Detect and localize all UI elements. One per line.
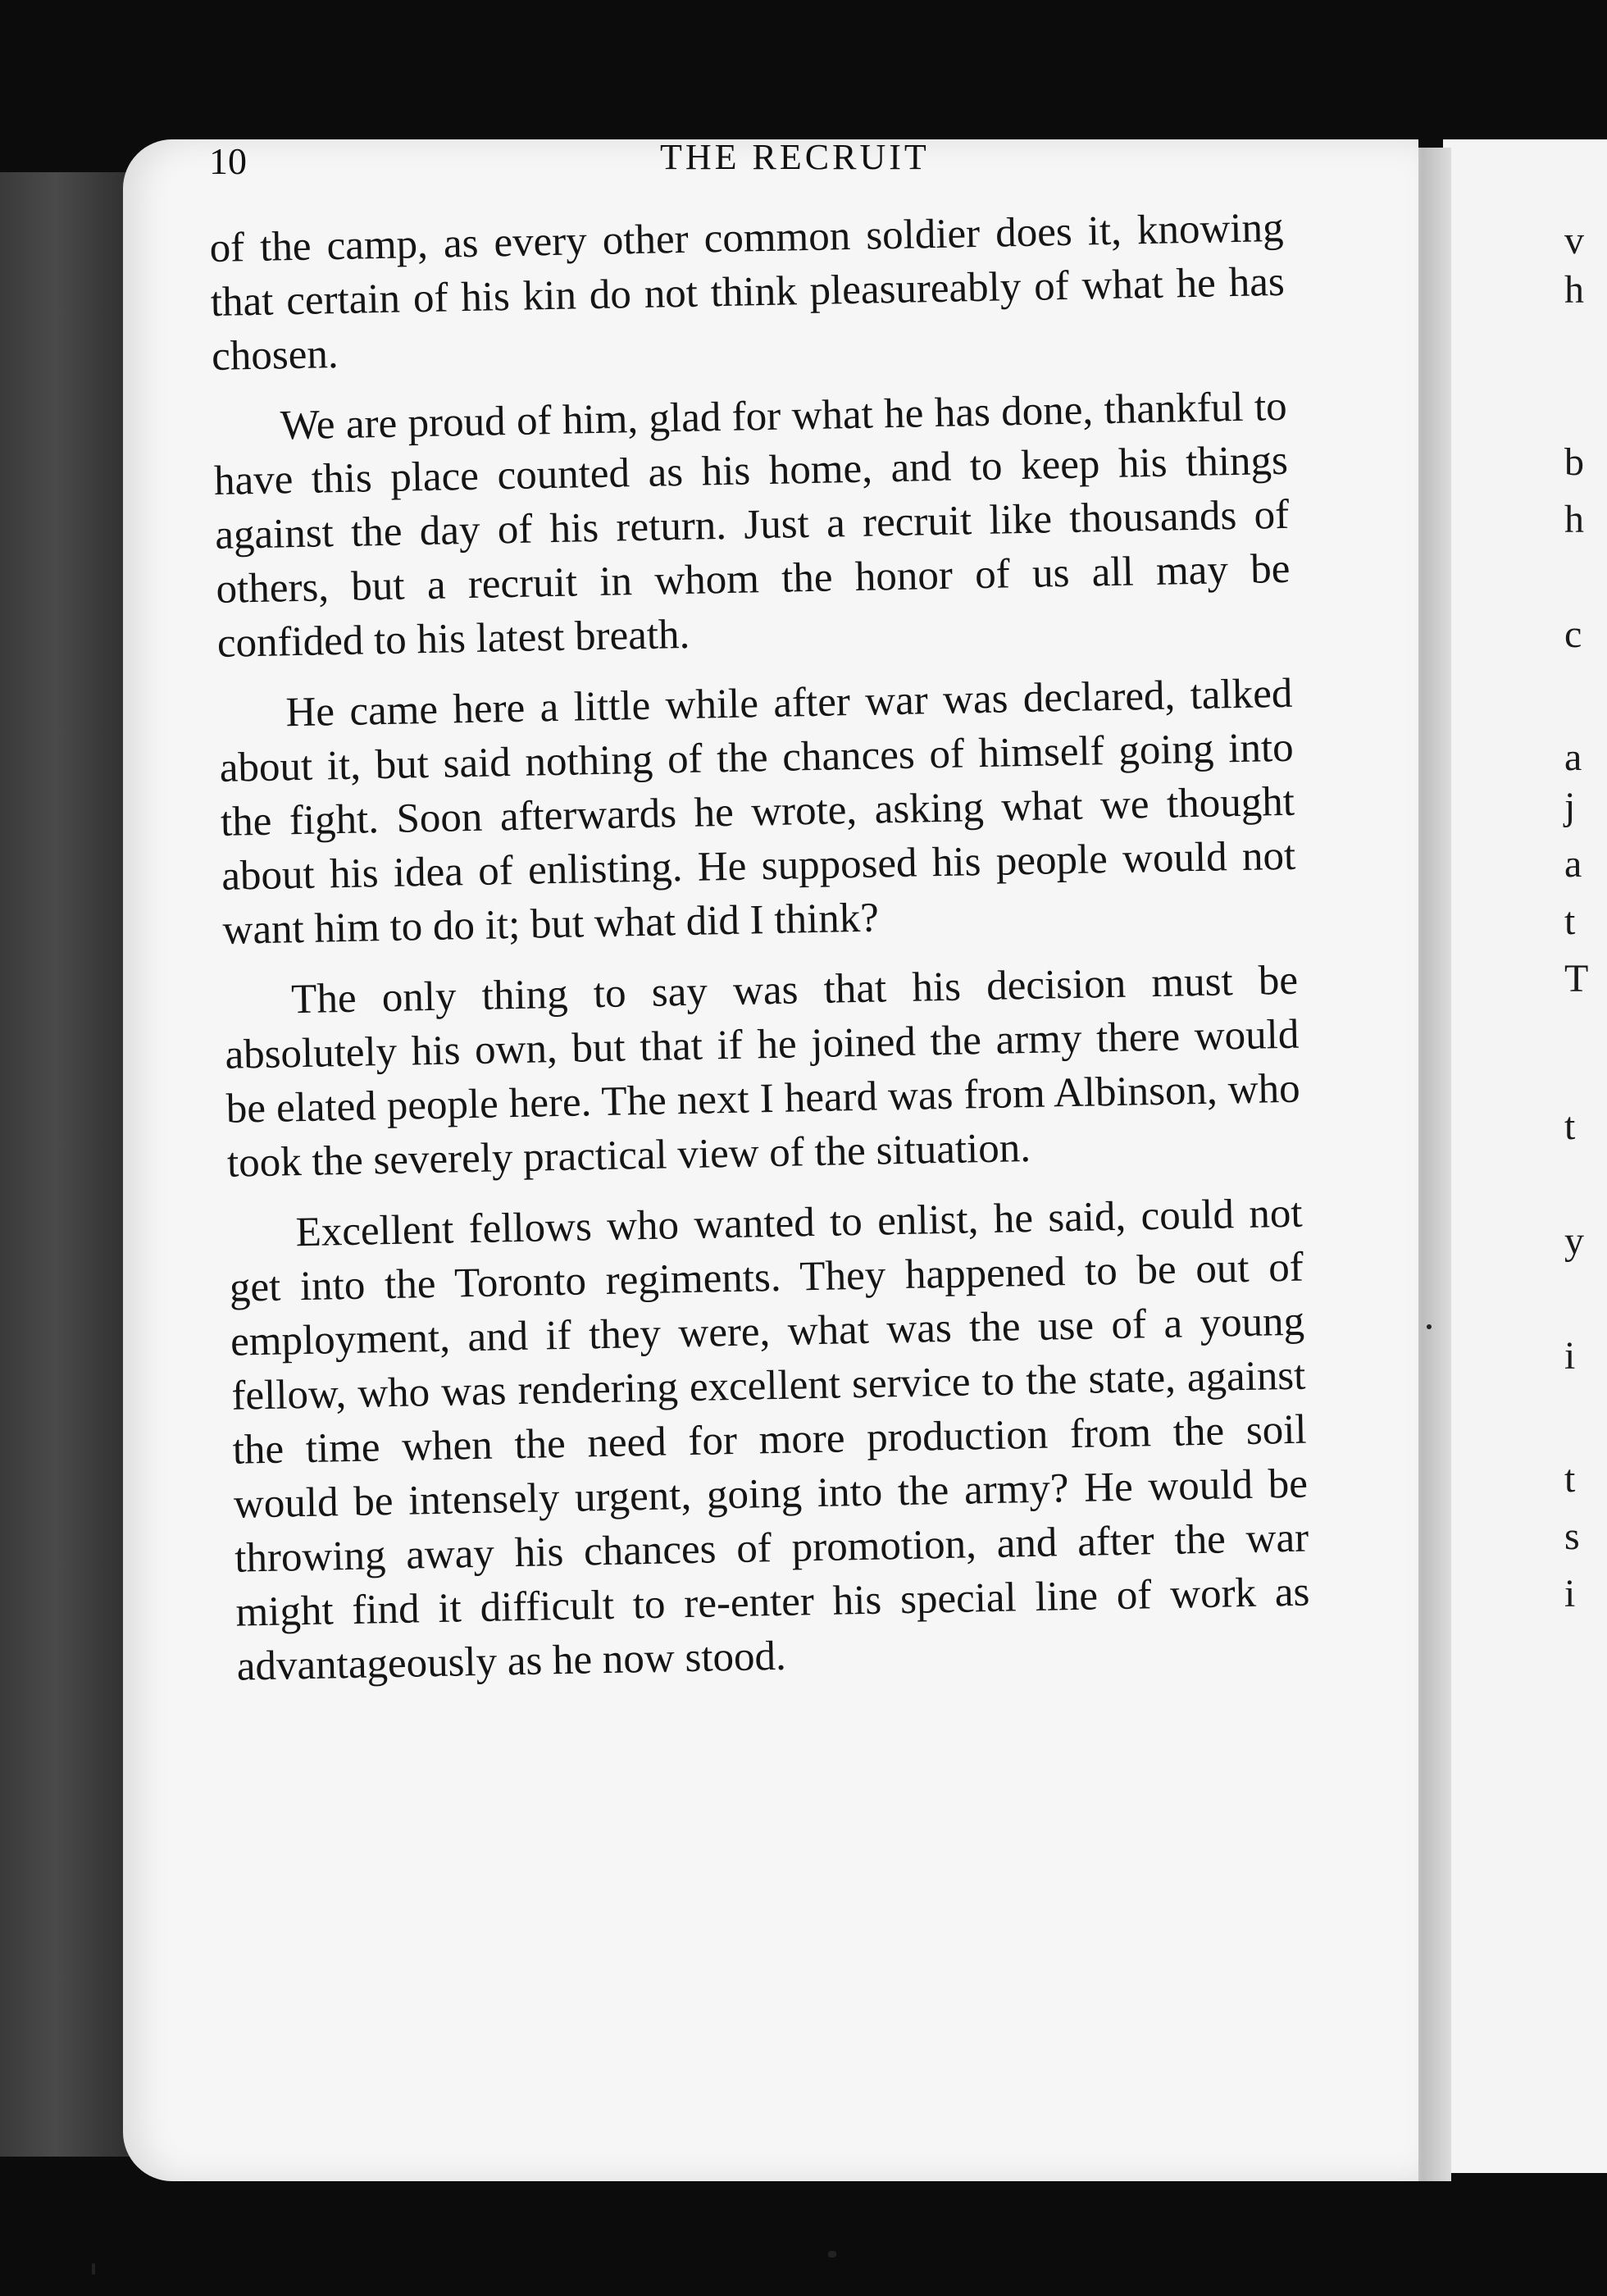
facing-page-fragment: t [1564, 1105, 1576, 1148]
dust-speck [1427, 1324, 1432, 1329]
page-header [209, 139, 1267, 189]
page-number: 10 [209, 140, 247, 182]
facing-page-fragment: t [1564, 1457, 1576, 1501]
facing-page-fragment: h [1564, 498, 1584, 541]
page-body [209, 201, 1312, 1711]
facing-page-fragment: a [1564, 842, 1582, 886]
facing-page-fragment: T [1564, 957, 1589, 1000]
facing-page [1443, 139, 1607, 2173]
paragraph: Excellent fellows who wanted to enlist, he said, could not get into the Toronto regiments. They happened to be out of employment, and if they were, what was the use of a young fellow, who was rendering excellent service to the state, against the time when the need for more production from the soil would be intensely urgent, going into the army? He would be throwing away his chances of promotion, and after the war might find it difficult to re-enter his special line of work as advantageously as he now stood. [229, 1190, 1310, 1690]
facing-page-fragment: i [1564, 1334, 1576, 1378]
paragraph: He came here a little while after war was declared, talked about it, but said nothing of the chances of himself going into the fight. Soon afterwards he wrote, asking what we thought about his idea of enlisting. He supposed his people would not want him to do it; but what did I think? [219, 670, 1296, 954]
dust-speck [92, 2263, 95, 2275]
dust-speck [828, 2251, 836, 2257]
facing-page-fragment: j [1564, 785, 1576, 828]
book-cover-edge [0, 172, 139, 2157]
facing-page-fragment: v [1564, 219, 1584, 262]
facing-page-fragment: b [1564, 440, 1584, 484]
paragraph: The only thing to say was that his decision must be absolutely his own, but that if he joined the army there would be elated people here. The next I heard was from Albinson, who took the severely practical view of the situation. [224, 957, 1301, 1187]
paragraph: We are proud of him, glad for what he has done, thankful to have this place counted as his home, and to keep his things against the day of his return. Just a recruit like thousands of others, but a recruit in whom the honor of us all may be confided to his latest breath. [213, 383, 1291, 667]
paragraph: of the camp, as every other common soldier does it, knowing that certain of his kin do not think pleasureably of what he has chosen. [209, 204, 1286, 380]
facing-page-fragment: h [1564, 268, 1584, 312]
facing-page-fragment: y [1564, 1219, 1584, 1263]
facing-page-fragment: t [1564, 900, 1576, 943]
facing-page-fragment: i [1564, 1572, 1576, 1615]
facing-page-fragment: a [1564, 736, 1582, 779]
facing-page-fragment: c [1564, 613, 1582, 656]
facing-page-fragment: s [1564, 1515, 1580, 1558]
running-head: THE RECRUIT [660, 137, 930, 177]
